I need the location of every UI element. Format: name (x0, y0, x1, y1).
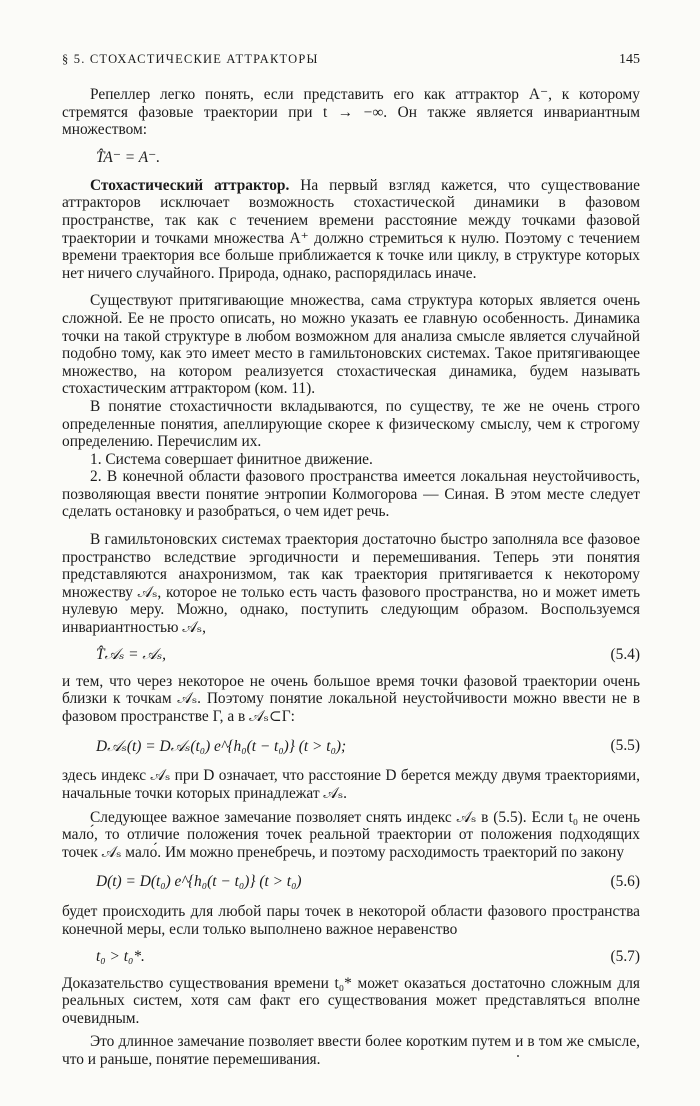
paragraph-attracting-sets: Существуют притягивающие множества, сама структура которых является очень сложной. Ее не просто описать, но можно указать ее главную особенность. Динамика точки на такой структуре в любом возможном для анализа смысле является случайной подобно тому, как это имеет место в гамильтоновских системах. Такое притягивающее множество, на котором реализуется стохастическая динамика, будем называть стохастическим аттрактором (ком. 11). (62, 292, 640, 398)
equation-formula: D(t) = D(t₀) e^{h₀(t − t₀)} (t > t₀) (96, 873, 302, 891)
equation-number: (5.5) (610, 737, 640, 755)
equation-formula: T̂A⁻ = A⁻. (96, 149, 161, 167)
book-page (62, 52, 640, 1069)
paragraph-proof: Доказательство существования времени t₀* может оказаться достаточно сложным для реальных систем, хотя сам факт его существования может представляться вполне очевидным. (62, 974, 640, 1027)
paragraph-text: На первый взгляд кажется, что существование аттракторов исключает возможность стохастической динамики в фазовом пространстве, так как с течением времени расстояние между точками фазовой траектории и точками множества A⁺ должно стремиться к нулю. Поэтому с течением времени траектория все больше приближается к точке или циклу, в структуре которых нет ничего случайного. Природа, однако, распорядилась иначе. (62, 176, 641, 282)
equation-formula: D𝒜ₛ(t) = D𝒜ₛ(t₀) e^{h₀(t − t₀)} (t > t₀); (96, 737, 347, 755)
equation-5-5 (62, 725, 640, 767)
paragraph-hamiltonian: В гамильтоновских системах траектория достаточно быстро заполняла все фазовое пространство вследствие эргодичности и перемешивания. Теперь эти понятия представляются анахронизмом, так как траектория притягивается к некоторому множеству 𝒜ₛ, которое не только есть часть фазового пространства, но и может иметь нулевую меру. Можно, однако, поступить следующим образом. Воспользуемся инвариантностью 𝒜ₛ, (62, 531, 640, 637)
equation-repeller (62, 139, 640, 177)
paragraph-next-remark: Следующее важное замечание позволяет снять индекс 𝒜ₛ в (5.5). Если t₀ не очень мало́, то отличие положения точек реальной траектории от положения подходящих точек 𝒜ₛ мало́. Им можно пренебречь, и поэтому расходимость траекторий по закону (62, 808, 640, 861)
paragraph-local-instability: и тем, что через некоторое не очень большое время точки фазовой траектории очень близки к точкам 𝒜ₛ. Поэтому понятие локальной неустойчивости можно ввести не в фазовом пространстве Γ, а в 𝒜ₛ⊂Γ: (62, 672, 640, 725)
page-number: 145 (619, 52, 640, 67)
speck (517, 1055, 519, 1057)
paragraph-mixing: Это длинное замечание позволяет ввести более коротким путем и в том же смысле, что и раньше, понятие перемешивания. (62, 1033, 640, 1068)
paragraph-divergence: будет происходить для любой пары точек в некоторой области фазового пространства конечной меры, если только выполнено важное неравенство (62, 903, 640, 938)
equation-number: (5.6) (610, 873, 640, 891)
list-item-2: 2. В конечной области фазового пространства имеется локальная неустойчивость, позволяющая ввести понятие энтропии Колмогорова — Синая. В этом месте следует сделать остановку и разобраться, о чем идет речь. (62, 468, 640, 521)
section-heading: Стохастический аттрактор. (90, 176, 290, 194)
equation-5-6 (62, 861, 640, 903)
section-title: § 5. СТОХАСТИЧЕСКИЕ АТТРАКТОРЫ (62, 52, 319, 66)
equation-5-4 (62, 637, 640, 673)
paragraph-index-meaning: здесь индекс 𝒜ₛ при D означает, что расстояние D берется между двумя траекториями, начальные точки которых принадлежат 𝒜ₛ. (62, 767, 640, 802)
equation-5-7 (62, 939, 640, 975)
paragraph-repeller: Репеллер легко понять, если представить его как аттрактор A⁻, к которому стремятся фазовые траектории при t → −∞. Он также является инвариантным множеством: (62, 86, 640, 139)
equation-formula: t₀ > t₀*. (96, 947, 145, 965)
equation-number: (5.7) (610, 947, 640, 965)
running-header (62, 52, 640, 68)
paragraph-stochastic-attractor (62, 177, 640, 283)
equation-number: (5.4) (610, 645, 640, 663)
list-item-1: 1. Система совершает финитное движение. (90, 450, 373, 468)
paragraph-stochasticity: В понятие стохастичности вкладываются, по существу, те же не очень строго определенные понятия, апеллирующие скорее к физическому смыслу, чем к строгому определению. Перечислим их. (62, 397, 640, 451)
equation-formula: T̂𝒜ₛ = 𝒜ₛ, (96, 646, 166, 664)
